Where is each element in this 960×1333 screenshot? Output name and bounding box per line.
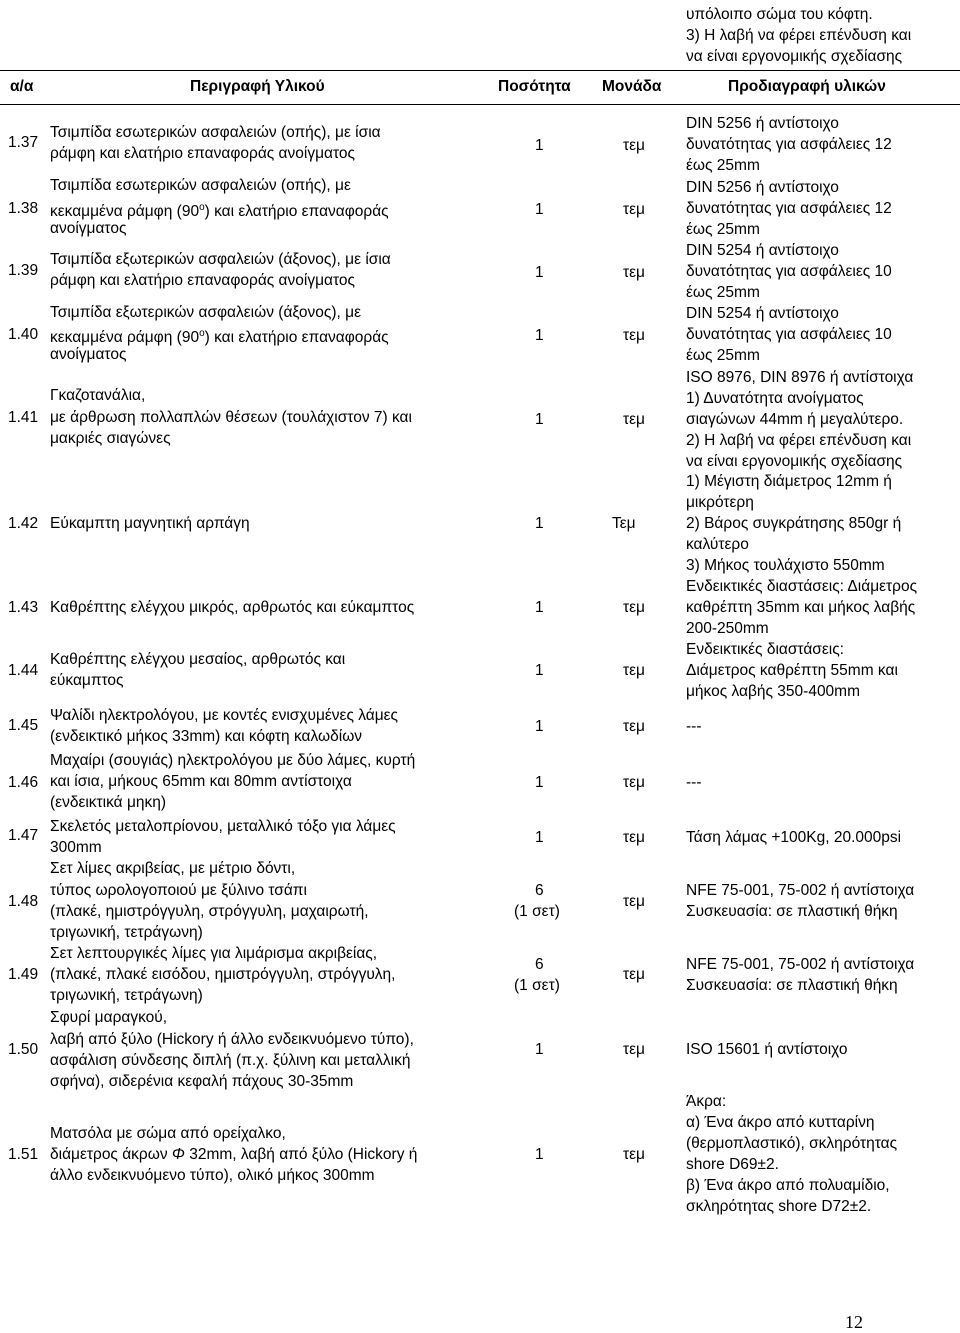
row-description-line: άλλο ενδεικνυόμενο τύπο), ολικό μήκος 300mm (50, 1167, 375, 1184)
row-spec-line: 200-250mm (686, 620, 769, 637)
phi-symbol: Φ (171, 1146, 185, 1163)
header-unit: Μονάδα (602, 78, 662, 95)
row-description-line: ασφάλιση σύνδεσης διπλή (π.χ. ξύλινη και μεταλλική (50, 1052, 411, 1069)
row-spec-line: δυνατότητας για ασφάλειες 12 (686, 136, 892, 153)
row-spec-line: σιαγώνων 44mm ή μεγαλύτερο. (686, 411, 904, 428)
row-spec-line: Συσκευασία: σε πλαστική θήκη (686, 977, 898, 994)
row-description-line: λαβή από ξύλο (Hickory ή άλλο ενδεικνυόμενο τύπο), (50, 1031, 414, 1048)
row-quantity: 1 (535, 774, 544, 791)
row-description-line: με άρθρωση πολλαπλών θέσεων (τουλάχιστον 7) και (50, 409, 412, 426)
row-spec-line: 1) Μέγιστη διάμετρος 12mm ή (686, 473, 892, 490)
row-spec-line: ISO 8976, DIN 8976 ή αντίστοιχα (686, 369, 914, 386)
row-unit: τεμ (623, 718, 645, 735)
row-description-line: Ματσόλα με σώμα από ορείχαλκο, (50, 1125, 286, 1142)
row-spec-line: μήκος λαβής 350-400mm (686, 683, 861, 700)
row-unit: τεμ (623, 264, 645, 281)
row-number: 1.43 (8, 599, 39, 616)
row-description-line: εύκαμπτος (50, 672, 124, 689)
header-top-rule (0, 70, 960, 71)
row-number: 1.49 (8, 966, 39, 983)
row-quantity: 1 (535, 662, 544, 679)
row-spec-line: Άκρα: (686, 1093, 727, 1110)
row-spec-line: έως 25mm (686, 221, 760, 238)
row-unit: τεμ (623, 829, 645, 846)
row-description-line: και ίσια, μήκους 65mm και 80mm αντίστοιχα (50, 773, 352, 790)
row-spec-line: καλύτερο (686, 536, 749, 553)
row-spec-line: δυνατότητας για ασφάλειες 10 (686, 263, 892, 280)
row-description-line: Εύκαμπτη μαγνητική αρπάγη (50, 515, 250, 532)
row-number: 1.50 (8, 1041, 39, 1058)
row-description-line: σφήνα), σιδερένια κεφαλή πάχους 30-35mm (50, 1073, 354, 1090)
header-spec: Προδιαγραφή υλικών (728, 78, 886, 95)
row-description-line: κεκαμμένα ράμφη $(90^o)$ και ελατήριο επαναφοράς (50, 328, 389, 347)
row-spec-line: δυνατότητας για ασφάλειες 10 (686, 326, 892, 343)
row-unit: τεμ (623, 774, 645, 791)
row-number: 1.47 (8, 827, 39, 844)
row-number: 1.46 (8, 774, 39, 791)
row-spec-line: μικρότερη (686, 494, 754, 511)
row-description-line: διάμετρος άκρων Φ 32mm, λαβή από ξύλο (Hickory ή (50, 1146, 418, 1163)
row-quantity: 1 (535, 201, 544, 218)
row-number: 1.38 (8, 200, 39, 217)
row-unit: τεμ (623, 201, 645, 218)
header-aa: α/α (10, 78, 34, 95)
row-quantity: 1 (535, 718, 544, 735)
row-description-line: Σκελετός μεταλοπρίονου, μεταλλικό τόξο για λάμες (50, 818, 396, 835)
row-number: 1.44 (8, 662, 39, 679)
row-description-line: Μαχαίρι (σουγιάς) ηλεκτρολόγου με δύο λάμες, κυρτή (50, 752, 416, 769)
row-description-line: Γκαζοτανάλια, (50, 387, 146, 404)
row-quantity: 1 (535, 515, 544, 532)
row-spec-line: έως 25mm (686, 347, 760, 364)
row-description-line: μακριές σιαγώνες (50, 430, 171, 447)
row-quantity: 1 (535, 1041, 544, 1058)
row-spec-line: (θερμοπλαστικό), σκληρότητας (686, 1135, 898, 1152)
row-unit: τεμ (623, 327, 645, 344)
row-spec-line: α) Ένα άκρο από κυτταρίνη (686, 1114, 875, 1131)
header-description: Περιγραφή Υλικού (190, 78, 325, 95)
row-quantity: 6 (535, 956, 544, 973)
row-spec-line: DIN 5256 ή αντίστοιχο (686, 179, 839, 196)
row-description-line: Ψαλίδι ηλεκτρολόγου, με κοντές ενισχυμένες λάμες (50, 707, 399, 724)
row-description-line: (πλακέ, πλακέ εισόδου, ημιστρόγγυλη, στρόγγυλη, (50, 966, 396, 983)
row-spec-line: DIN 5254 ή αντίστοιχο (686, 242, 839, 259)
row-unit: τεμ (623, 1041, 645, 1058)
row-spec-line: καθρέπτη 35mm και μήκος λαβής (686, 599, 916, 616)
row-quantity-set: (1 σετ) (514, 977, 560, 994)
row-spec-line: β) Ένα άκρο από πολυαμίδιο, (686, 1177, 890, 1194)
row-quantity: 1 (535, 137, 544, 154)
row-number: 1.48 (8, 893, 39, 910)
degree-superscript: ο (199, 328, 205, 339)
row-description-line: Τσιμπίδα εσωτερικών ασφαλειών (οπής), με ίσια (50, 124, 381, 141)
row-number: 1.39 (8, 262, 39, 279)
row-number: 1.37 (8, 134, 39, 151)
row-description-line: κεκαμμένα ράμφη $(90^o)$ και ελατήριο επαναφοράς (50, 202, 389, 221)
row-quantity: 1 (535, 829, 544, 846)
row-description-line: Σετ λίμες ακριβείας, με μέτριο δόντι, (50, 860, 296, 877)
row-number: 1.42 (8, 515, 39, 532)
row-description-line: ανοίγματος (50, 346, 127, 363)
row-spec-line: έως 25mm (686, 157, 760, 174)
row-description-line: τριγωνική, τετράγωνη) (50, 924, 203, 941)
row-description-line: Καθρέπτης ελέγχου μεσαίος, αρθρωτός και (50, 651, 346, 668)
row-description-line: Τσιμπίδα εσωτερικών ασφαλειών (οπής), με (50, 177, 351, 194)
row-spec-line: Ενδεικτικές διαστάσεις: (686, 641, 844, 658)
row-description-line: (ενδεικτικό μήκος 33mm) και κόφτη καλωδίων (50, 728, 363, 745)
row-spec-line: να είναι εργονομικής σχεδίασης (686, 453, 903, 470)
row-unit: τεμ (623, 1146, 645, 1163)
row-number: 1.41 (8, 409, 39, 426)
top-note-line: να είναι εργονομικής σχεδίασης (686, 48, 903, 65)
row-quantity: 1 (535, 327, 544, 344)
page-number: 12 (845, 1312, 863, 1332)
top-note-line: υπόλοιπο σώμα του κόφτη. (686, 6, 873, 23)
row-description-line: Καθρέπτης ελέγχου μικρός, αρθρωτός και εύκαμπτος (50, 599, 415, 616)
row-spec-line: 3) Μήκος τουλάχιστο 550mm (686, 557, 885, 574)
row-description-line: ανοίγματος (50, 220, 127, 237)
header-bottom-rule (0, 104, 960, 105)
row-spec-line: NFE 75-001, 75-002 ή αντίστοιχα (686, 882, 915, 899)
row-spec-line: 2) Η λαβή να φέρει επένδυση και (686, 432, 912, 449)
header-quantity: Ποσότητα (498, 78, 571, 95)
row-spec-line: --- (686, 718, 702, 735)
row-spec-line: έως 25mm (686, 284, 760, 301)
row-unit: τεμ (623, 893, 645, 910)
degree-superscript: ο (199, 202, 205, 213)
row-spec-line: Τάση λάμας +100Kg, 20.000psi (686, 829, 902, 846)
row-quantity: 1 (535, 264, 544, 281)
row-spec-line: DIN 5254 ή αντίστοιχο (686, 305, 839, 322)
row-description-line: τριγωνική, τετράγωνη) (50, 987, 203, 1004)
row-unit: τεμ (623, 411, 645, 428)
row-number: 1.45 (8, 717, 39, 734)
row-spec-line: --- (686, 774, 702, 791)
row-quantity: 1 (535, 1146, 544, 1163)
row-description-line: ράμφη και ελατήριο επαναφοράς ανοίγματος (50, 272, 355, 289)
row-spec-line: 1) Δυνατότητα ανοίγματος (686, 390, 864, 407)
row-unit: τεμ (623, 662, 645, 679)
top-note-line: 3) Η λαβή να φέρει επένδυση και (686, 27, 912, 44)
row-number: 1.51 (8, 1146, 39, 1163)
row-spec-line: δυνατότητας για ασφάλειες 12 (686, 200, 892, 217)
row-unit: τεμ (623, 966, 645, 983)
row-quantity: 1 (535, 411, 544, 428)
row-unit: τεμ (623, 137, 645, 154)
row-description-line: ράμφη και ελατήριο επαναφοράς ανοίγματος (50, 145, 355, 162)
row-quantity: 1 (535, 599, 544, 616)
row-spec-line: Ενδεικτικές διαστάσεις: Διάμετρος (686, 578, 918, 595)
row-description-line: (πλακέ, ημιστρόγγυλη, στρόγγυλη, μαχαιρωτή, (50, 903, 369, 920)
row-unit: Τεμ (612, 515, 636, 532)
row-description-line: 300mm (50, 839, 102, 856)
row-spec-line: Συσκευασία: σε πλαστική θήκη (686, 903, 898, 920)
row-unit: τεμ (623, 599, 645, 616)
row-description-line: τύπος ωρολογοποιού με ξύλινο τσάπι (50, 882, 307, 899)
row-quantity: 6 (535, 882, 544, 899)
row-description-line: Τσιμπίδα εξωτερικών ασφαλειών (άξονος), με (50, 304, 362, 321)
row-description-line: Σετ λεπτουργικές λίμες για λιμάρισμα ακριβείας, (50, 945, 378, 962)
row-spec-line: DIN 5256 ή αντίστοιχο (686, 115, 839, 132)
row-description-line: Τσιμπίδα εξωτερικών ασφαλειών (άξονος), με ίσια (50, 251, 391, 268)
row-description-line: (ενδεικτικά μηκη) (50, 794, 167, 811)
row-quantity-set: (1 σετ) (514, 903, 560, 920)
row-description-line: Σφυρί μαραγκού, (50, 1009, 168, 1026)
row-number: 1.40 (8, 326, 39, 343)
row-spec-line: Διάμετρος καθρέπτη 55mm και (686, 662, 898, 679)
row-spec-line: ISO 15601 ή αντίστοιχο (686, 1041, 848, 1058)
row-spec-line: shore D69±2. (686, 1156, 779, 1173)
row-spec-line: 2) Βάρος συγκράτησης 850gr ή (686, 515, 902, 532)
row-spec-line: σκληρότητας shore D72±2. (686, 1198, 872, 1215)
row-spec-line: NFE 75-001, 75-002 ή αντίστοιχα (686, 956, 915, 973)
